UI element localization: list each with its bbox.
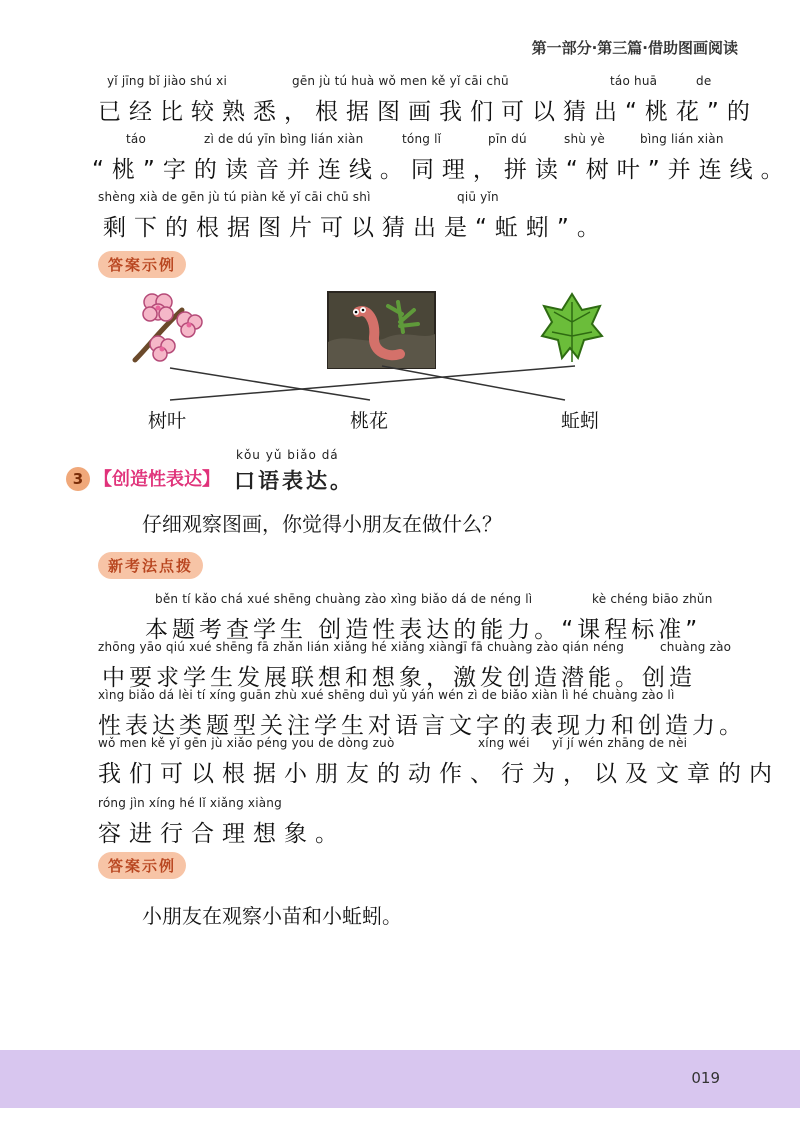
question-title: 口语表达。: [234, 469, 354, 493]
pinyin: zì de dú yīn bìng lián xiàn: [204, 132, 364, 146]
question-tag: 【创造性表达】: [94, 469, 220, 490]
pinyin: pīn dú: [488, 132, 527, 146]
pinyin: shèng xià de gēn jù tú piàn kě yǐ cāi chū shì: [98, 190, 371, 204]
pinyin: tóng lǐ: [402, 132, 442, 146]
answer-text: 小朋友在观察小苗和小蚯蚓。: [142, 904, 402, 928]
pinyin: xìng biǎo dá lèi tí xíng guān zhù xué shēng duì yǔ yán wén zì de biǎo xiàn lì hé chuàng zào lì: [98, 688, 675, 702]
pinyin: táo: [126, 132, 147, 146]
hanzi-text: 性表达类题型关注学生对语言文字的表现力和创造力。: [98, 713, 746, 739]
pinyin: gēn jù tú huà wǒ men kě yǐ cāi chū: [292, 74, 509, 88]
pinyin: wǒ men kě yǐ gēn jù xiǎo péng you de dòng zuò: [98, 736, 395, 750]
pinyin: qiū yǐn: [457, 190, 499, 204]
hanzi-text: 容进行合理想象。: [98, 821, 346, 847]
question-title-pinyin: kǒu yǔ biǎo dá: [236, 448, 339, 462]
hanzi-text: “桃”字的读音并连线。同理，拼读“树叶”并连线。: [92, 157, 792, 183]
pinyin: táo huā: [610, 74, 658, 88]
hanzi-text: 本题考查学生 创造性表达的能力。“课程标准”: [145, 617, 702, 643]
matching-label-earthworm: 蚯蚓: [561, 410, 600, 432]
pinyin: kè chéng biāo zhǔn: [592, 592, 713, 606]
matching-label-leaf: 树叶: [148, 410, 187, 432]
answer-example-badge: 答案示例: [98, 251, 186, 278]
pinyin: shù yè: [564, 132, 605, 146]
matching-label-peach-blossom: 桃花: [350, 410, 389, 432]
tips-line-5: [0, 796, 800, 856]
pinyin: yǐ jīng bǐ jiào shú xi: [107, 74, 228, 88]
pinyin: jī fā chuàng zào qián néng: [460, 640, 625, 654]
pinyin: róng jìn xíng hé lǐ xiǎng xiàng: [98, 796, 282, 810]
hanzi-text: 中要求学生发展联想和想象，激发创造潜能。创造: [102, 665, 696, 691]
pinyin: yǐ jí wén zhāng de nèi: [552, 736, 688, 750]
page-header-title: 第一部分·第三篇·借助图画阅读: [531, 39, 738, 57]
hanzi-text: 已经比较熟悉，根据图画我们可以猜出“桃花”的: [98, 99, 758, 125]
hanzi-text: 我们可以根据小朋友的动作、行为，以及文章的内: [98, 761, 780, 787]
pinyin: de: [696, 74, 712, 88]
question-prompt: 仔细观察图画，你觉得小朋友在做什么？: [142, 512, 502, 536]
pinyin: chuàng zào: [660, 640, 732, 654]
hanzi-text: 剩下的根据图片可以猜出是“蚯蚓”。: [103, 215, 608, 241]
pinyin: zhōng yāo qiú xué shēng fā zhǎn lián xiǎng hé xiǎng xiàng: [98, 640, 463, 654]
question-number: 3: [66, 467, 90, 491]
pinyin: bìng lián xiàn: [640, 132, 724, 146]
pinyin: xíng wéi: [478, 736, 530, 750]
answer-example-badge-2: 答案示例: [98, 852, 186, 879]
pinyin: běn tí kǎo chá xué shēng chuàng zào xìng biǎo dá de néng lì: [155, 592, 533, 606]
tips-badge: 新考法点拨: [98, 552, 203, 579]
page-number: 019: [691, 1069, 720, 1087]
tips-line-4: [0, 736, 800, 796]
footer-band: [0, 1050, 800, 1108]
